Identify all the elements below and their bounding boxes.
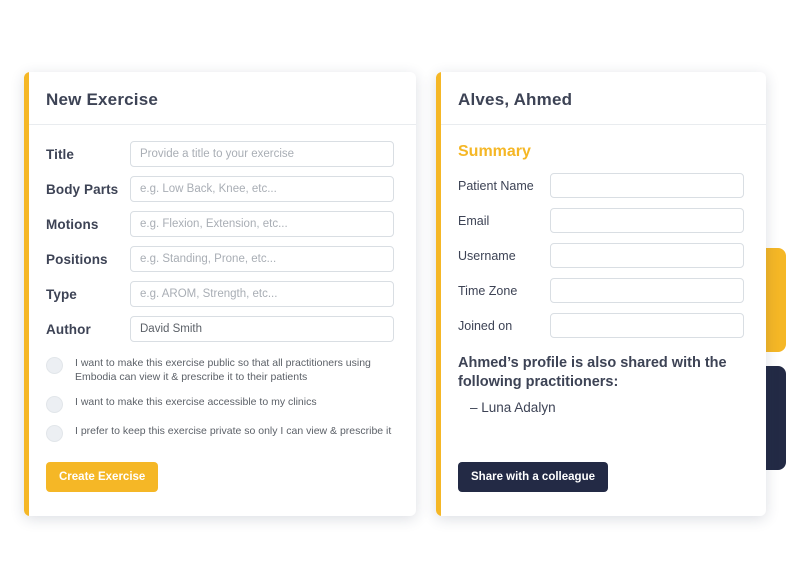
radio-icon[interactable] <box>46 357 63 374</box>
summary-row-joined-on <box>458 313 744 338</box>
summary-row-email <box>458 208 744 233</box>
author-input[interactable] <box>130 316 394 342</box>
new-exercise-form <box>24 125 416 442</box>
form-row-title <box>46 141 394 167</box>
radio-icon[interactable] <box>46 425 63 442</box>
summary-row-patient-name <box>458 173 744 198</box>
patient-card-footer <box>458 462 608 492</box>
label-positions: Positions <box>46 251 108 267</box>
type-input[interactable] <box>130 281 394 307</box>
username-field[interactable] <box>550 243 744 268</box>
title-input[interactable] <box>130 141 394 167</box>
option-private[interactable] <box>46 424 394 442</box>
label-body-parts: Body Parts <box>46 181 119 197</box>
joined-on-field[interactable] <box>550 313 744 338</box>
option-public-label: I want to make this exercise public so that all practitioners using Embodia can view it & prescribe it to their patients <box>75 357 371 384</box>
body-parts-input[interactable] <box>130 176 394 202</box>
label-author: Author <box>46 321 91 337</box>
time-zone-field[interactable] <box>550 278 744 303</box>
motions-input[interactable] <box>130 211 394 237</box>
label-title: Title <box>46 146 75 162</box>
patient-summary-card <box>436 72 766 516</box>
patient-name-title: Alves, Ahmed <box>458 90 573 109</box>
card-accent-bar <box>436 72 441 516</box>
label-time-zone: Time Zone <box>458 283 518 298</box>
summary-row-time-zone <box>458 278 744 303</box>
label-email: Email <box>458 213 490 228</box>
card-accent-bar <box>24 72 29 516</box>
new-exercise-footer <box>46 462 158 492</box>
form-row-body-parts <box>46 176 394 202</box>
label-type: Type <box>46 286 77 302</box>
new-exercise-card <box>24 72 416 516</box>
form-row-motions <box>46 211 394 237</box>
option-private-label: I prefer to keep this exercise private so only I can view & prescribe it <box>75 425 392 438</box>
summary-heading: Summary <box>458 143 531 160</box>
form-row-author <box>46 316 394 342</box>
shared-practitioners-heading: Ahmed’s profile is also shared with the following practitioners: <box>458 355 727 390</box>
list-item: – Luna Adalyn <box>470 399 556 415</box>
email-field[interactable] <box>550 208 744 233</box>
option-public[interactable] <box>46 356 394 384</box>
positions-input[interactable] <box>130 246 394 272</box>
patient-header <box>436 72 766 125</box>
summary-row-username <box>458 243 744 268</box>
label-joined-on: Joined on <box>458 318 513 333</box>
label-motions: Motions <box>46 216 99 232</box>
page-title: New Exercise <box>46 90 159 109</box>
label-username: Username <box>458 248 516 263</box>
patient-summary-body <box>436 125 766 415</box>
label-patient-name: Patient Name <box>458 178 534 193</box>
create-exercise-button[interactable]: Create Exercise <box>46 462 158 492</box>
new-exercise-header <box>24 72 416 125</box>
share-with-colleague-button[interactable]: Share with a colleague <box>458 462 608 492</box>
patient-name-input[interactable] <box>550 173 744 198</box>
radio-icon[interactable] <box>46 396 63 413</box>
form-row-positions <box>46 246 394 272</box>
option-clinics-label: I want to make this exercise accessible to my clinics <box>75 396 317 409</box>
form-row-type <box>46 281 394 307</box>
visibility-options <box>46 356 394 442</box>
option-clinics[interactable] <box>46 395 394 413</box>
